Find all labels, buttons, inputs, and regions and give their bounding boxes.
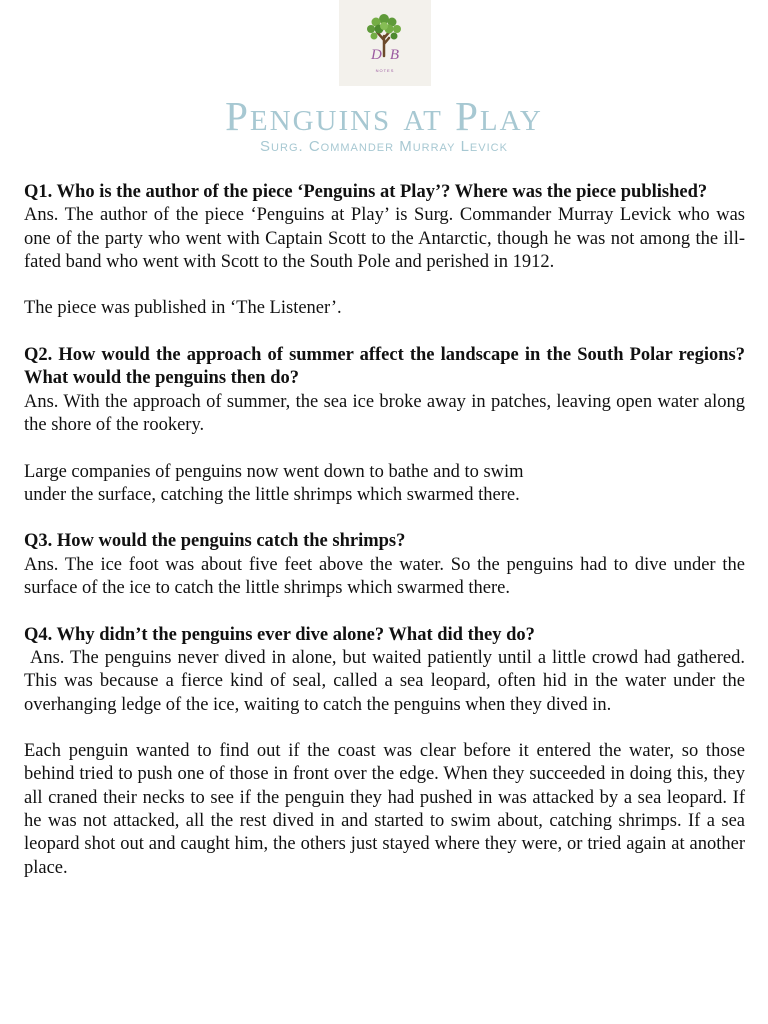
page-title: Penguins at Play [225, 93, 543, 139]
answer-2-para-2: Large companies of penguins now went down to bathe and to swim under the surface, catching the little shrimps which swarmed there. [24, 461, 524, 505]
answer-1-para-2: The piece was published in ‘The Listener’. [24, 298, 342, 319]
logo-letters: DB [371, 47, 407, 63]
answer-1-para-1: Ans. The author of the piece ‘Penguins at Play’ is Surg. Commander Murray Levick who was one of the party who went with Captain Scott to the Antarctic, though he was not among the ill-fated band who went with Scott to the South Pole and perished in 1912. [24, 205, 745, 272]
answer-3-para-1: Ans. The ice foot was about five feet above the water. So the penguins had to dive under the surface of the ice to catch the little shrimps which swarmed there. [24, 554, 745, 599]
logo [339, 0, 431, 86]
answer-4-para-1: Ans. The penguins never dived in alone, but waited patiently until a little crowd had gathered. This was because a fierce kind of seal, called a sea leopard, often hid in the water under the overhanging ledge of the ice, waiting to catch the penguins when they dived in. [24, 647, 750, 715]
question-3: Q3. How would the penguins catch the shrimps? [24, 531, 406, 552]
qa-content [24, 181, 750, 880]
question-4: Q4. Why didn’t the penguins ever dive alone? What did they do? [24, 624, 535, 645]
question-2: Q2. How would the approach of summer affect the landscape in the South Polar regions? What would the penguins then do? [24, 345, 745, 389]
page-subtitle: Surg. Commander Murray Levick [260, 138, 508, 155]
question-1: Q1. Who is the author of the piece ‘Penguins at Play’? Where was the piece published? [24, 182, 708, 202]
logo-tagline: NOTES [375, 68, 395, 73]
answer-2-para-1: Ans. With the approach of summer, the sea ice broke away in patches, leaving open water along the shore of the rookery. [24, 391, 745, 435]
answer-4-para-2: Each penguin wanted to find out if the coast was clear before it entered the water, so those behind tried to push one of those in front over the edge. When they succeeded in doing this, they all craned their necks to see if the penguin they had pushed in was attacked by a sea leopard. If he was not attacked, all the rest dived in and started to swim about, catching shrimps. If a sea leopard shot out and caught him, the others just stayed where they were, or tried again at another place. [24, 741, 745, 878]
